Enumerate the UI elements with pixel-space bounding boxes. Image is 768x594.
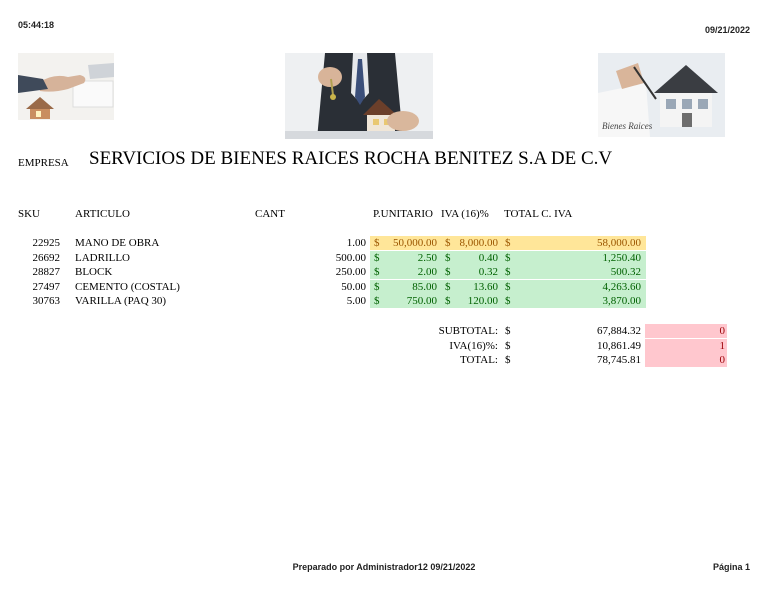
total-value: 67,884.32 [597,325,641,337]
row-currency-symbol: $ [505,251,511,264]
row-sku: 22925 [32,237,60,249]
total-value: 78,745.81 [597,354,641,366]
total-label: TOTAL: [459,354,498,366]
row-articulo: MANO DE OBRA [75,237,160,249]
print-date: 09/21/2022 [704,25,750,35]
row-currency-symbol: $ [445,251,451,264]
total-flag: 0 [719,325,725,337]
row-total: 58,000.00 [597,237,641,249]
total-currency-symbol: $ [505,325,511,337]
row-iva: 13.60 [473,280,498,293]
row-currency-symbol: $ [445,237,451,249]
total-currency-symbol: $ [505,339,511,352]
total-flag: 0 [719,354,725,366]
row-punitario: 2.50 [417,251,437,264]
row-currency-symbol: $ [505,295,511,307]
row-cant: 500.00 [335,251,366,264]
row-currency-symbol: $ [445,266,451,278]
row-punitario: 2.00 [417,266,437,278]
row-currency-symbol: $ [374,280,380,293]
row-currency-symbol: $ [505,237,511,249]
page-number: Página 1 [712,562,750,572]
col-cant: CANT [255,208,285,220]
company-name: SERVICIOS DE BIENES RAICES ROCHA BENITEZ S.A DE C.V [89,148,613,169]
row-total: 4,263.60 [602,280,641,293]
total-currency-symbol: $ [505,354,511,366]
row-articulo: VARILLA (PAQ 30) [75,295,167,307]
row-iva: 0.40 [478,251,498,264]
company-label: EMPRESA [18,157,69,169]
keys-house-photo [285,53,433,139]
row-punitario: 50,000.00 [393,237,437,249]
row-currency-symbol: $ [445,280,451,293]
row-sku: 27497 [32,280,60,293]
row-iva: 8,000.00 [459,237,498,249]
row-total: 500.32 [610,266,641,278]
row-currency-symbol: $ [374,251,380,264]
col-punitario: P.UNITARIO [373,208,433,220]
row-currency-symbol: $ [505,280,511,293]
row-punitario: 750.00 [406,295,437,307]
col-sku: SKU [18,208,41,220]
row-articulo: LADRILLO [75,251,130,264]
col-iva: IVA (16)% [441,208,489,220]
row-cant: 50.00 [341,280,366,293]
col-total: TOTAL C. IVA [504,208,573,220]
row-sku: 30763 [32,295,60,307]
handshake-house-photo [18,53,114,120]
row-cant: 5.00 [346,295,366,307]
row-total: 1,250.40 [602,251,641,264]
row-cant: 1.00 [346,237,366,249]
col-articulo: ARTICULO [75,208,130,220]
photo-caption: Bienes Raices [602,121,653,131]
row-sku: 26692 [32,251,60,264]
prepared-by: Preparado por Administrador12 09/21/2022 [292,562,476,572]
print-time: 05:44:18 [18,20,55,30]
row-currency-symbol: $ [505,266,511,278]
row-articulo: CEMENTO (COSTAL) [75,280,180,293]
row-currency-symbol: $ [374,266,380,278]
row-articulo: BLOCK [75,266,113,278]
row-cant: 250.00 [335,266,366,278]
row-total: 3,870.00 [602,295,641,307]
total-label: SUBTOTAL: [438,325,498,337]
row-iva: 0.32 [478,266,498,278]
row-punitario: 85.00 [412,280,437,293]
total-value: 10,861.49 [597,339,641,352]
row-iva: 120.00 [467,295,498,307]
total-flag: 1 [719,339,725,352]
row-currency-symbol: $ [374,237,380,249]
row-currency-symbol: $ [374,295,380,307]
total-label: IVA(16)%: [449,339,498,352]
row-currency-symbol: $ [445,295,451,307]
row-sku: 28827 [32,266,60,278]
house-contract-photo [598,53,725,137]
